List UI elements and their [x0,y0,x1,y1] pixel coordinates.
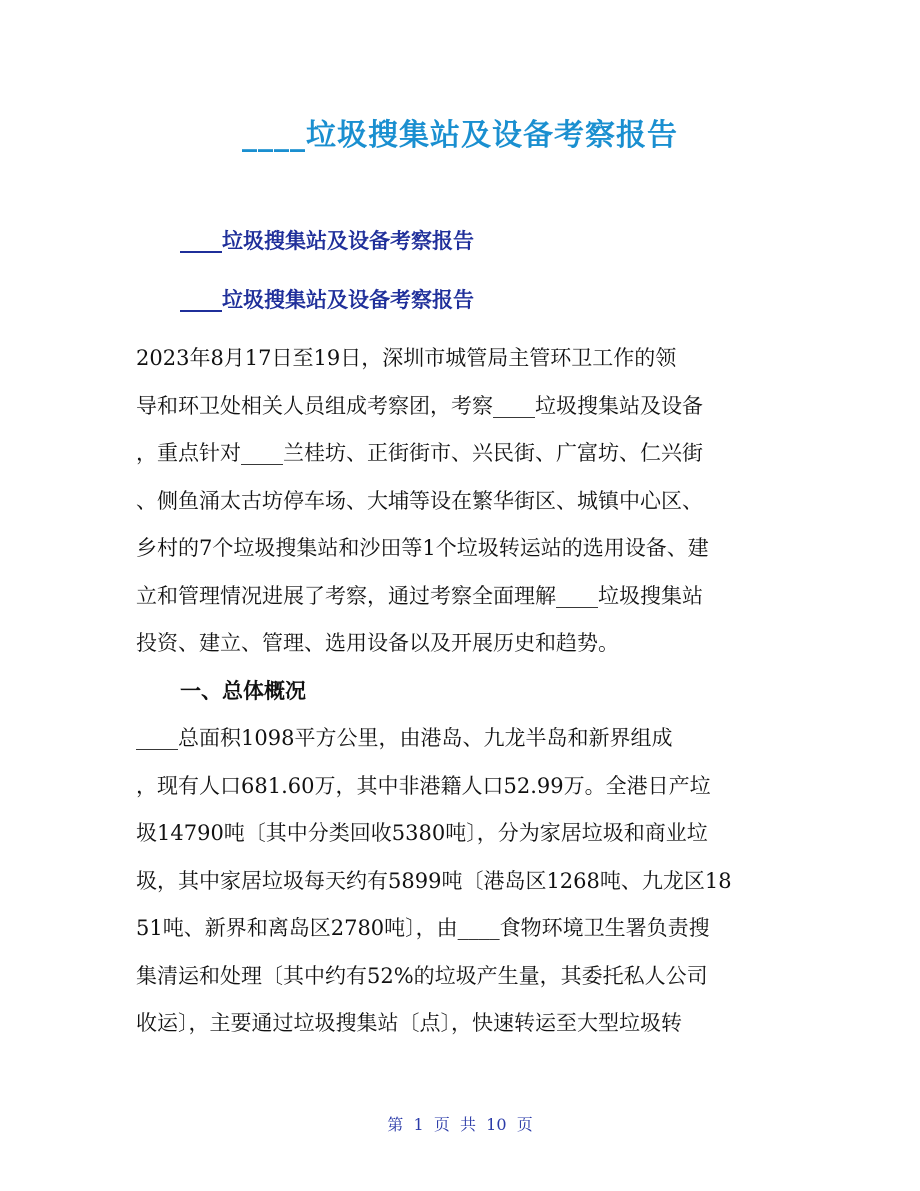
body-line: 圾，其中家居垃圾每天约有5899吨〔港岛区1268吨、九龙区18 [136,868,732,893]
body-line: 立和管理情况进展了考察，通过考察全面理解____垃圾搜集站 [136,583,703,608]
body-line: 51吨、新界和离岛区2780吨〕，由____食物环境卫生署负责搜 [136,916,710,940]
page-footer: 第 1 页 共 10 页 [387,1115,533,1134]
body-line: 投资、建立、管理、选用设备以及开展历史和趋势。 [136,631,619,655]
section-heading: 一、总体概况 [180,678,306,703]
body-line: 圾14790吨〔其中分类回收5380吨〕，分为家居垃圾和商业垃 [136,821,708,845]
body-line: ，现有人口681.60万，其中非港籍人口52.99万。全港日产垃 [136,773,711,798]
body-line: ____总面积1098平方公里，由港岛、九龙半岛和新界组成 [136,726,673,750]
body-line: 导和环卫处相关人员组成考察团，考察____垃圾搜集站及设备 [136,393,703,418]
subheading-2: ____垃圾搜集站及设备考察报告 [180,288,474,312]
body-line: 集清运和处理〔其中约有52%的垃圾产生量，其委托私人公司 [136,963,708,988]
subheading-1: ____垃圾搜集站及设备考察报告 [180,229,474,253]
body-line: 、侧鱼涌太古坊停车场、大埔等设在繁华街区、城镇中心区、 [136,488,703,513]
document-body [136,340,784,1053]
body-line: 乡村的7个垃圾搜集站和沙田等1个垃圾转运站的选用设备、建 [136,536,709,560]
body-line: ，重点针对____兰桂坊、正街街市、兴民街、广富坊、仁兴街 [136,441,703,465]
document-title: ____垃圾搜集站及设备考察报告 [242,118,678,153]
body-line: 收运〕，主要通过垃圾搜集站〔点〕，快速转运至大型垃圾转 [136,1011,682,1035]
body-line: 2023年8月17日至19日，深圳市城管局主管环卫工作的领 [136,346,677,370]
